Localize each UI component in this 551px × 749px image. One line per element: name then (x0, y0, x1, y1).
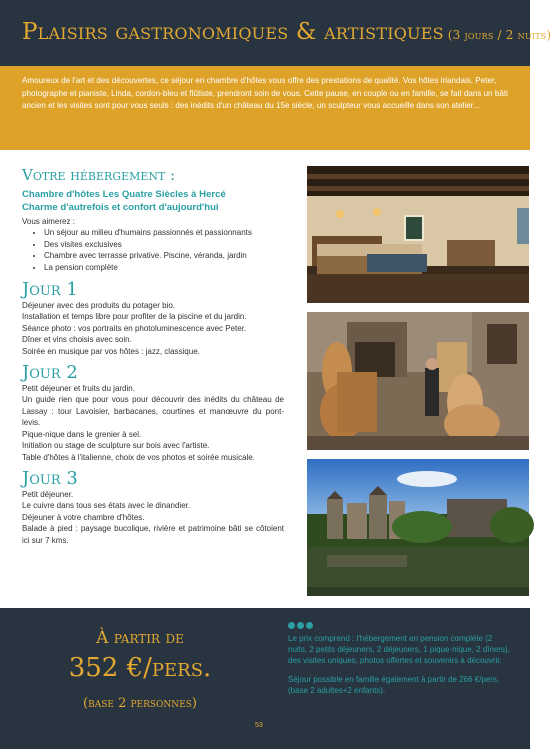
price-base-label: (base 2 personnes) (83, 696, 197, 711)
price-value: 352 €/pers. (68, 653, 212, 683)
page-number: 53 (255, 722, 263, 729)
price-included (288, 633, 510, 696)
price-family-text: Séjour possible en famille également à partir de 266 €/pers. (base 2 adultes+2 enfants). (288, 674, 500, 695)
day-3-title: Jour 3 (22, 467, 78, 489)
day-2-line: Un guide rien que pour vous pour découvrir des inédits du château de Lassay : tour Lavoisier, barbacanes, courtines et manœuvre du pont-levis. (22, 395, 284, 428)
lodging-title: Votre hébergement : (22, 166, 176, 184)
program-column (22, 166, 284, 546)
workshop-photo (307, 312, 529, 450)
day-2-line: Table d'hôtes à l'italienne, choix de vos photos et soirée musicale. (22, 452, 255, 462)
day-3-line: Balade à pied : paysage bucolique, rivière et patrimoine bâti se côtoient ici sur 7 kms. (22, 524, 284, 545)
list-item: • Chambre avec terrasse privative. Piscine, véranda, jardin (44, 250, 284, 261)
day-3-line: Déjeuner à votre chambre d'hôtes. (22, 512, 145, 522)
list-item: • Des visites exclusives (44, 239, 284, 250)
page-header (0, 0, 551, 66)
lodging-name: Chambre d'hôtes Les Quatre Siècles à Hercé (22, 189, 226, 200)
decorative-dots-icon (288, 616, 315, 634)
duration-label: (3 jours / 2 nuits) (447, 28, 551, 42)
price-included-text: Le prix comprend : l'hébergement en pension complète (2 nuits, 2 petits déjeuners, 2 déjeuners, 1 pique-nique, 2 dîners), des visites uniques, photos offertes et souvenirs à découvrir. (288, 634, 510, 666)
price-footer (0, 608, 530, 749)
day-1-title: Jour 1 (22, 279, 78, 301)
list-item: • Un séjour au milieu d'humains passionnés et passionnants (44, 227, 284, 238)
day-2-line: Initiation ou stage de sculpture sur bois avec l'artiste. (22, 441, 210, 451)
day-3-line: Petit déjeuner. (22, 489, 74, 499)
day-1-line: Soirée en musique par vos hôtes : jazz, classique. (22, 346, 200, 356)
love-intro: Vous aimerez : (22, 217, 75, 226)
price-from-label: À partir de (96, 628, 184, 648)
day-3-line: Le cuivre dans tous ses états avec le dinandier. (22, 501, 191, 511)
day-1-line: Installation et temps libre pour profiter de la piscine et du jardin. (22, 312, 247, 322)
page-title: Plaisirs gastronomiques & artistiques (3 jours / 2 nuits) (22, 19, 551, 45)
day-2-line: Pique-nique dans le grenier à sel. (22, 429, 142, 439)
day-1-line: Séance photo : vos portraits en photoluminescence avec Peter. (22, 323, 247, 333)
day-2-line: Petit déjeuner et fruits du jardin. (22, 384, 135, 394)
lodging-tagline: Charme d'autrefois et confort d'aujourd'hui (22, 202, 219, 213)
list-item: • La pension complète (44, 262, 284, 273)
castle-photo (307, 459, 529, 596)
bedroom-photo (307, 166, 529, 303)
day-1-line: Dîner et vins choisis avec soin. (22, 335, 132, 345)
day-1-line: Déjeuner avec des produits du potager bio. (22, 301, 175, 311)
intro-paragraph: Amoureux de l'art et des découvertes, ce séjour en chambre d'hôtes vous offre des prestations de qualité. Vos hôtes irlandais, Peter, photographe et pianiste, Linda, cordon-bleu et flûtiste, prendront soin de vous. Cette pause, en couple ou en famille, se fait dans un bâti ancien et les visites sont pour vous seuls : des inédits d'un château du 15e siècle, un sculpteur vous accueille dans son atelier... (0, 66, 530, 150)
day-2-title: Jour 2 (22, 362, 78, 384)
lodging-bullets (44, 227, 284, 273)
